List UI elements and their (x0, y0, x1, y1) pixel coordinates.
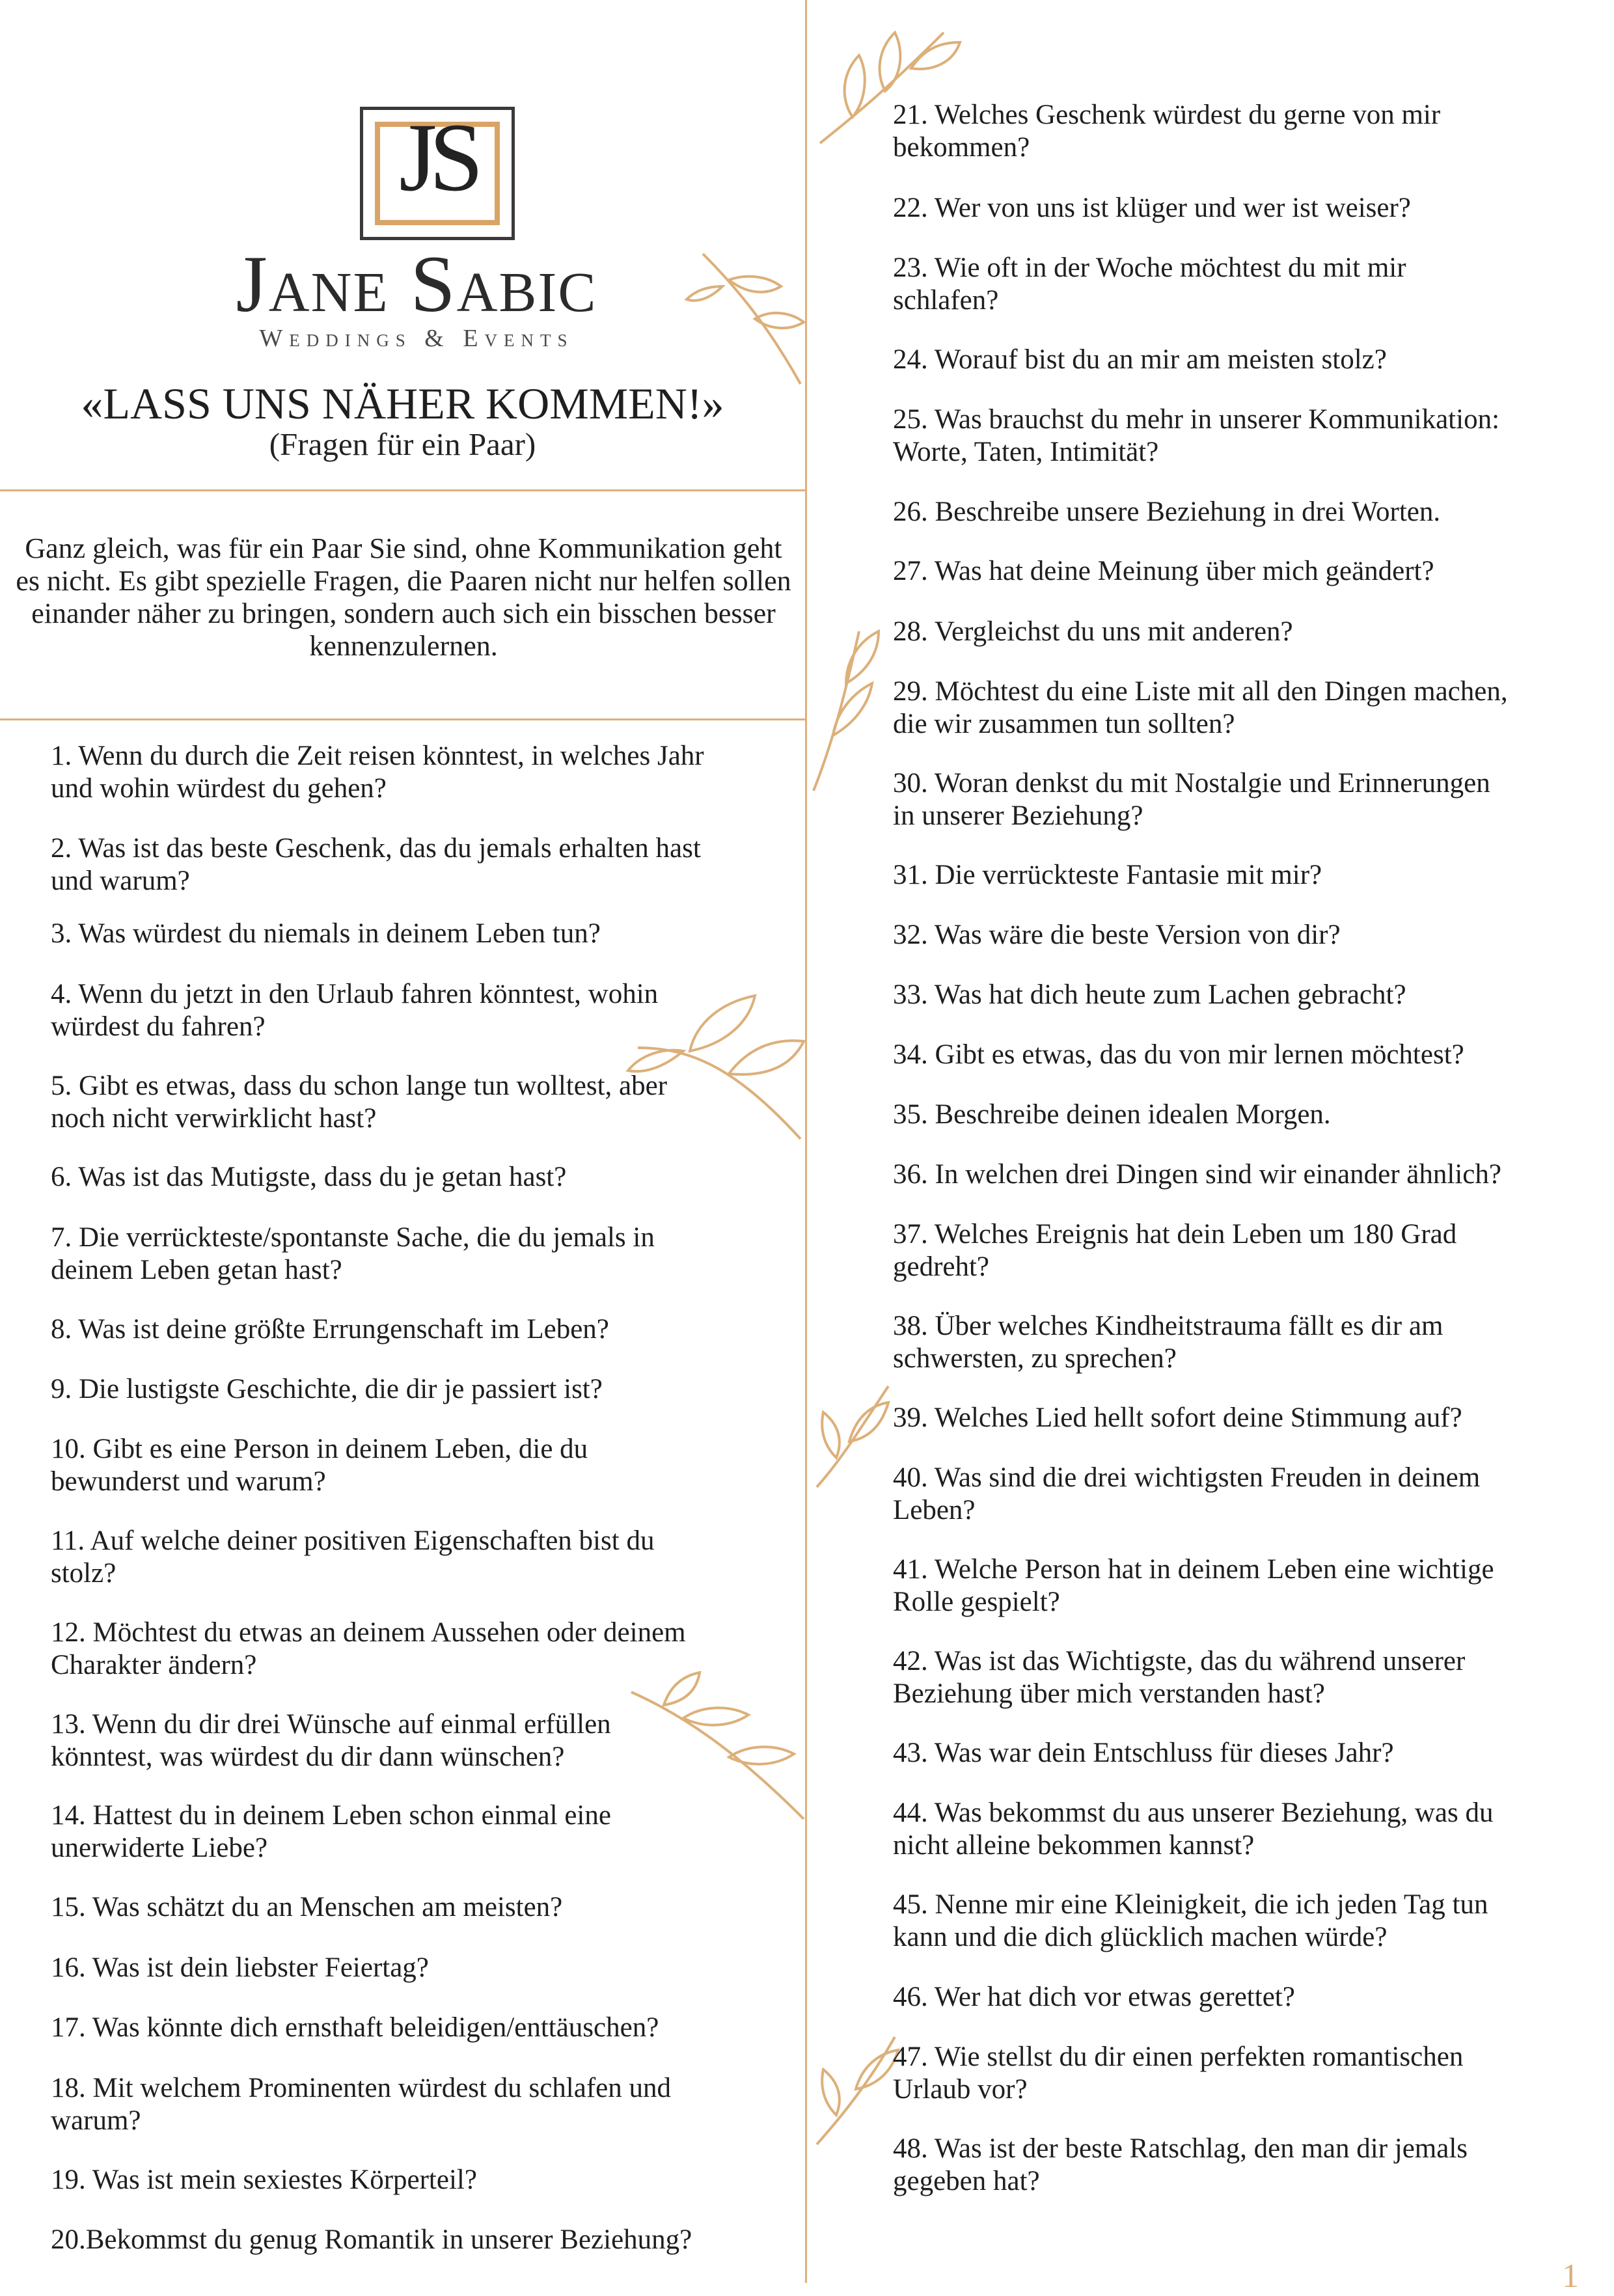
question-item: 21. Welches Geschenk würdest du gerne von mir bekommen? (893, 100, 1441, 163)
question-item: 31. Die verrückteste Fantasie mit mir? (893, 860, 1322, 890)
question-item: 12. Möchtest du etwas an deinem Aussehen oder deinem Charakter ändern? (51, 1617, 686, 1680)
question-item: 2. Was ist das beste Geschenk, das du jemals erhalten hast und warum? (51, 833, 701, 896)
question-item: 25. Was brauchst du mehr in unserer Kommunikation: Worte, Taten, Intimität? (893, 404, 1500, 467)
question-item: 14. Hattest du in deinem Leben schon einmal eine unerwiderte Liebe? (51, 1800, 611, 1863)
question-item: 47. Wie stellst du dir einen perfekten romantischen Urlaub vor? (893, 2042, 1464, 2105)
question-item: 42. Was ist das Wichtigste, das du während unserer Beziehung über mich verstanden hast? (893, 1646, 1466, 1709)
question-item: 28. Vergleichst du uns mit anderen? (893, 616, 1293, 647)
question-item: 6. Was ist das Mutigste, dass du je getan hast? (51, 1162, 567, 1192)
question-item: 30. Woran denkst du mit Nostalgie und Erinnerungen in unserer Beziehung? (893, 768, 1490, 831)
question-item: 4. Wenn du jetzt in den Urlaub fahren könntest, wohin würdest du fahren? (51, 979, 659, 1042)
question-item: 27. Was hat deine Meinung über mich geändert? (893, 556, 1434, 586)
question-item: 19. Was ist mein sexiestes Körperteil? (51, 2165, 477, 2195)
question-item: 11. Auf welche deiner positiven Eigenschaften bist du stolz? (51, 1525, 655, 1589)
intro-divider (0, 718, 805, 720)
question-item: 1. Wenn du durch die Zeit reisen könntest, in welches Jahr und wohin würdest du gehen? (51, 741, 704, 804)
question-item: 29. Möchtest du eine Liste mit all den Dingen machen, die wir zusammen tun sollten? (893, 676, 1508, 739)
question-item: 3. Was würdest du niemals in deinem Leben tun? (51, 918, 601, 949)
logo (360, 103, 515, 240)
page-title: «LASS UNS NÄHER KOMMEN!» (81, 379, 724, 428)
question-item: 43. Was war dein Entschluss für dieses Jahr? (893, 1738, 1394, 1768)
question-item: 20.Bekommst du genug Romantik in unserer Beziehung? (51, 2224, 692, 2255)
intro-paragraph: Ganz gleich, was für ein Paar Sie sind, ohne Kommunikation geht es nicht. Es gibt spezielle Fragen, die Paaren nicht nur helfen sollen einander näher zu bringen, sondern auch sich ein bisschen besser kennenzulernen. (16, 532, 791, 662)
question-item: 5. Gibt es etwas, dass du schon lange tun wolltest, aber noch nicht verwirklicht hast? (51, 1071, 668, 1134)
question-item: 26. Beschreibe unsere Beziehung in drei Worten. (893, 497, 1441, 527)
question-item: 15. Was schätzt du an Menschen am meisten? (51, 1892, 563, 1922)
question-item: 44. Was bekommst du aus unserer Beziehung, was du nicht alleine bekommen kannst? (893, 1797, 1494, 1861)
question-item: 16. Was ist dein liebster Feiertag? (51, 1952, 429, 1983)
question-item: 40. Was sind die drei wichtigsten Freuden in deinem Leben? (893, 1462, 1481, 1525)
header-divider (0, 489, 805, 491)
question-item: 38. Über welches Kindheitstrauma fällt es dir am schwersten, zu sprechen? (893, 1311, 1443, 1374)
page-number: 1 (1562, 2258, 1579, 2295)
logo-monogram: JS (399, 103, 476, 212)
question-item: 17. Was könnte dich ernsthaft beleidigen/enttäuschen? (51, 2012, 659, 2043)
page-subtitle: (Fragen für ein Paar) (269, 426, 536, 462)
question-item: 35. Beschreibe deinen idealen Morgen. (893, 1099, 1331, 1130)
brand-tagline: Weddings & Events (259, 325, 574, 352)
question-item: 45. Nenne mir eine Kleinigkeit, die ich jeden Tag tun kann und die dich glücklich machen würde? (893, 1889, 1488, 1952)
question-item: 8. Was ist deine größte Errungenschaft im Leben? (51, 1314, 609, 1345)
question-item: 13. Wenn du dir drei Wünsche auf einmal erfüllen könntest, was würdest du dir dann wünschen? (51, 1709, 611, 1772)
question-item: 24. Worauf bist du an mir am meisten stolz? (893, 344, 1387, 375)
question-item: 48. Was ist der beste Ratschlag, den man dir jemals gegeben hat? (893, 2133, 1468, 2196)
leaf-ornament-right-middle-icon (810, 1380, 895, 1490)
question-item: 10. Gibt es eine Person in deinem Leben, die du bewunderst und warum? (51, 1434, 588, 1497)
question-item: 33. Was hat dich heute zum Lachen gebracht? (893, 979, 1406, 1010)
question-item: 7. Die verrückteste/spontanste Sache, die du jemals in deinem Leben getan hast? (51, 1222, 655, 1285)
question-item: 32. Was wäre die beste Version von dir? (893, 920, 1341, 950)
question-item: 36. In welchen drei Dingen sind wir einander ähnlich? (893, 1159, 1501, 1190)
question-item: 34. Gibt es etwas, das du von mir lernen möchtest? (893, 1039, 1464, 1070)
question-item: 23. Wie oft in der Woche möchtest du mit mir schlafen? (893, 253, 1406, 316)
leaf-ornament-right-lower-icon (810, 2030, 901, 2148)
leaf-ornament-right-upper-icon (807, 625, 885, 794)
question-item: 9. Die lustigste Geschichte, die dir je passiert ist? (51, 1374, 603, 1404)
question-item: 46. Wer hat dich vor etwas gerettet? (893, 1982, 1295, 2012)
question-item: 37. Welches Ereignis hat dein Leben um 180 Grad gedreht? (893, 1219, 1457, 1282)
question-item: 18. Mit welchem Prominenten würdest du schlafen und warum? (51, 2073, 671, 2136)
question-item: 41. Welche Person hat in deinem Leben eine wichtige Rolle gespielt? (893, 1554, 1494, 1617)
question-item: 22. Wer von uns ist klüger und wer ist weiser? (893, 193, 1411, 223)
leaf-ornament-upper-left-icon (683, 247, 807, 390)
brand-name: Jane Sabic (236, 239, 597, 329)
question-item: 39. Welches Lied hellt sofort deine Stimmung auf? (893, 1402, 1462, 1433)
